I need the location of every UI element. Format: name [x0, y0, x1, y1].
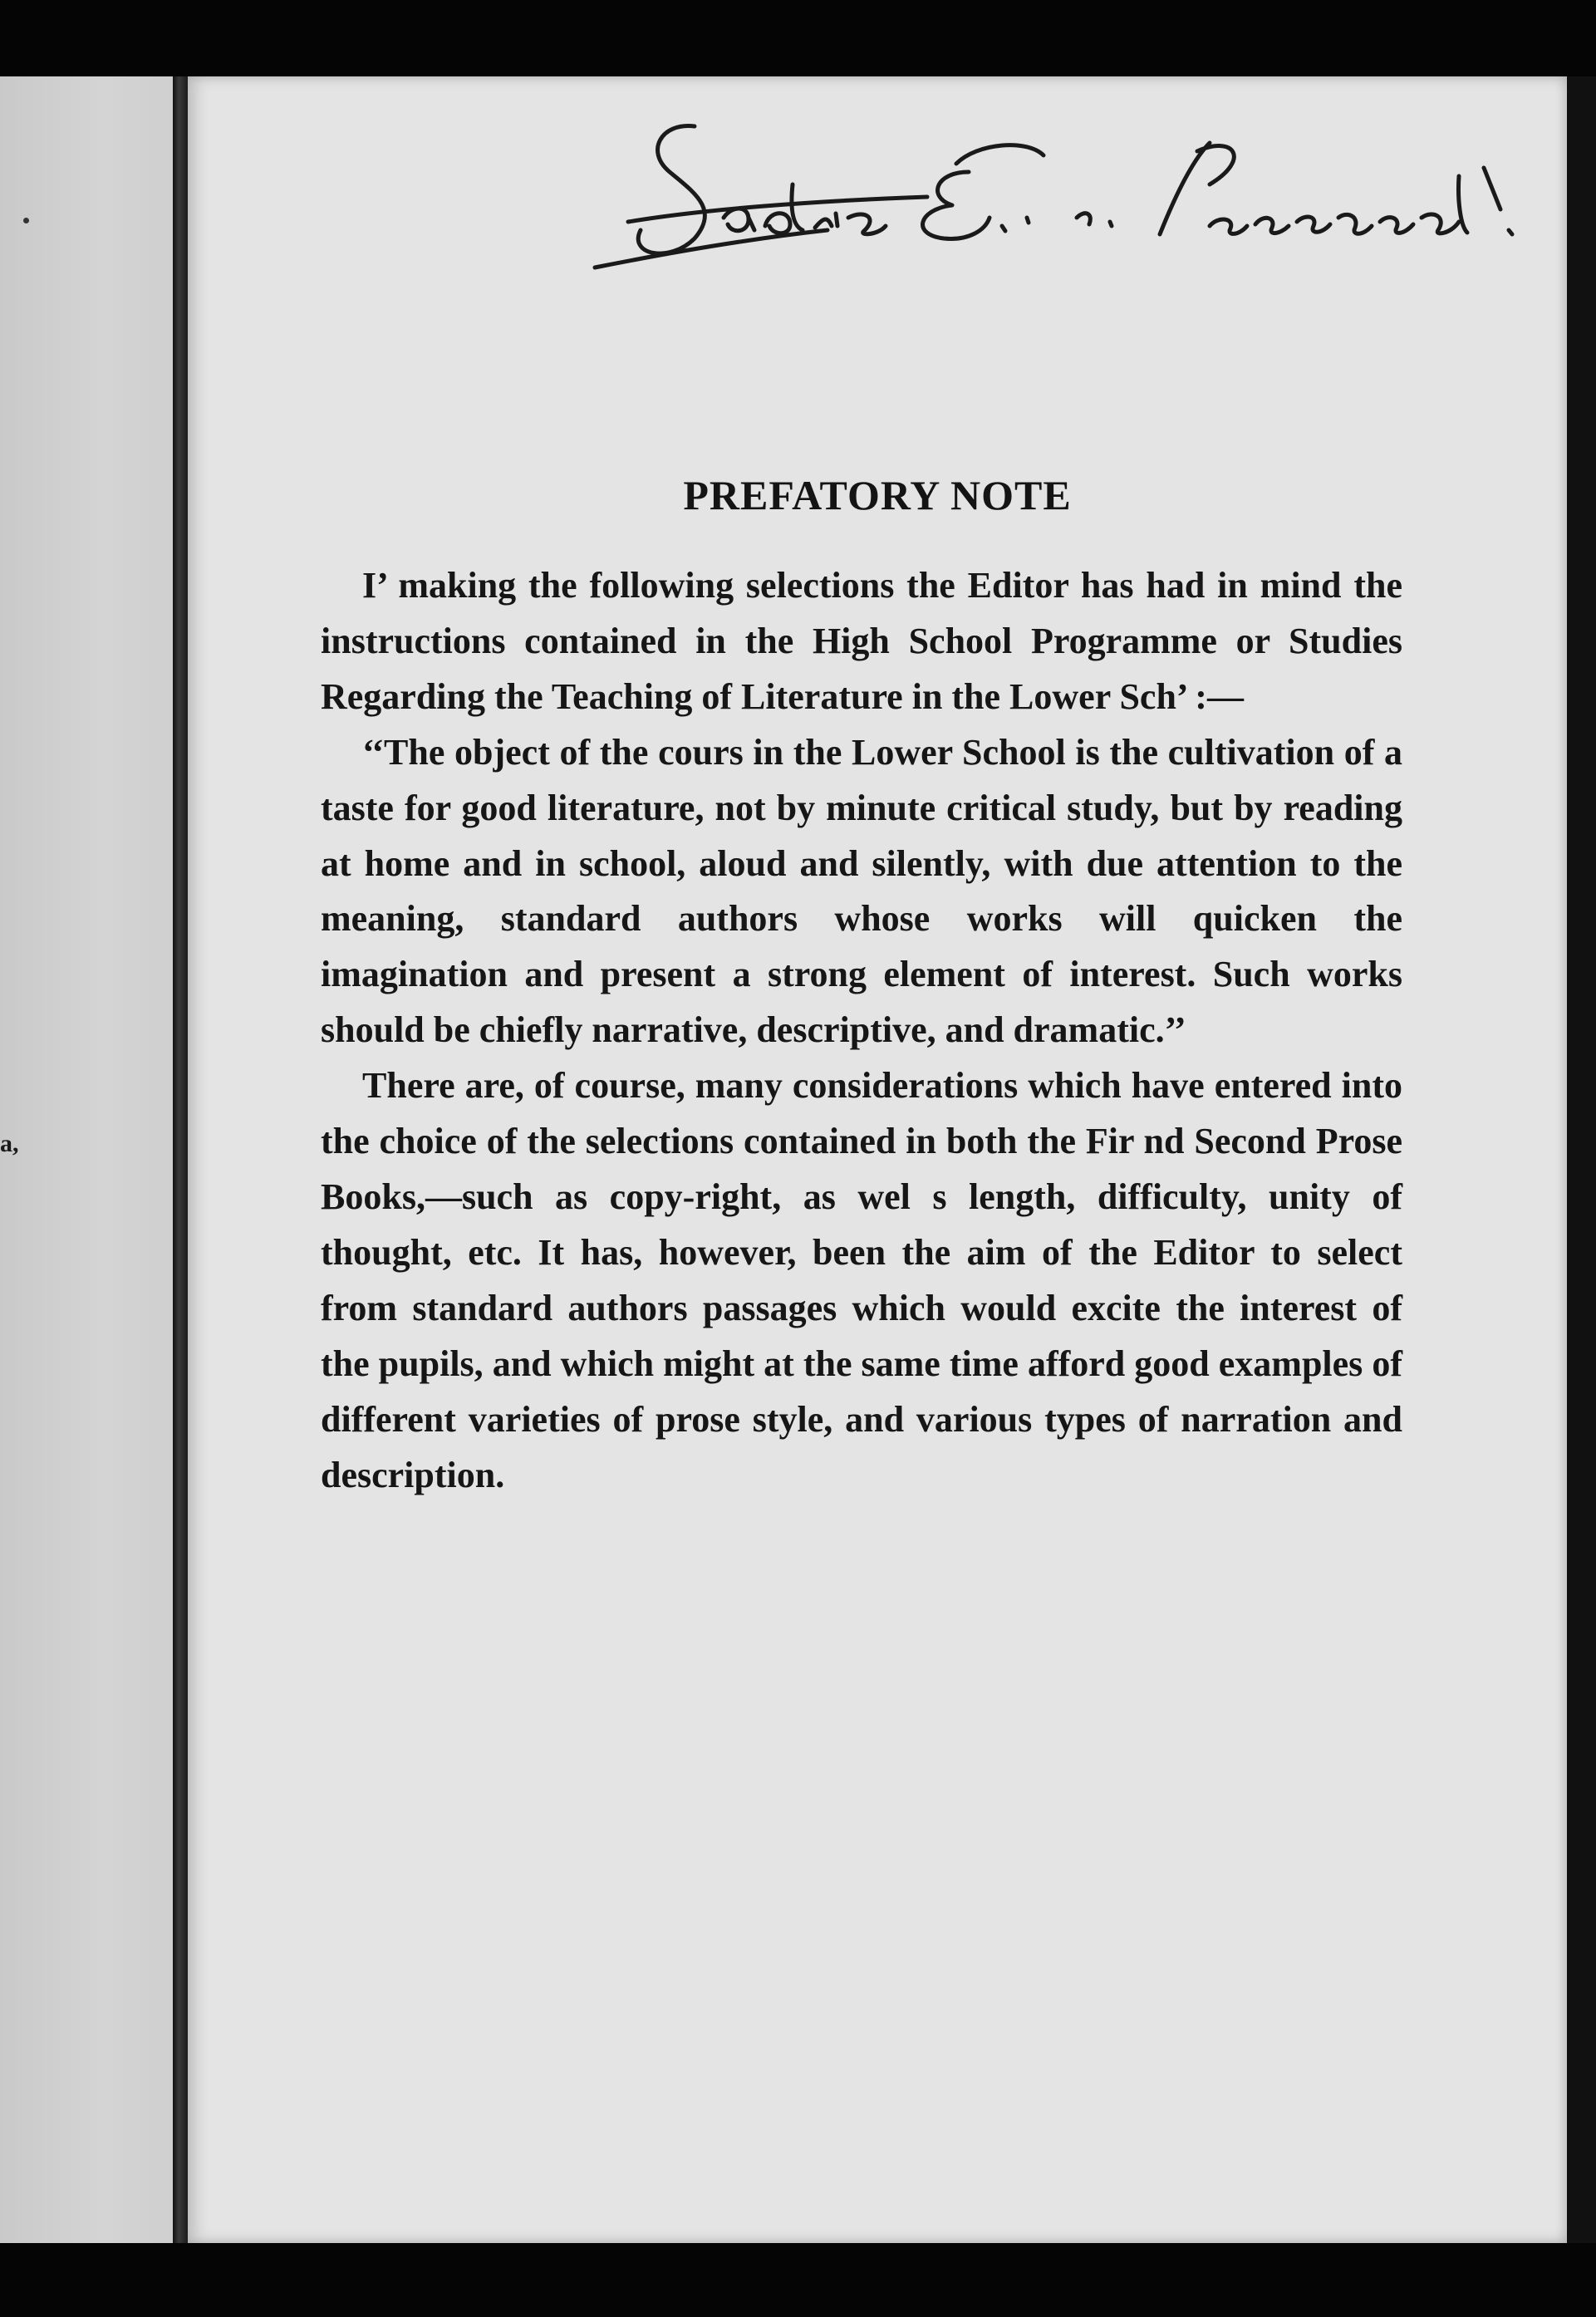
film-border-bottom	[0, 2243, 1596, 2317]
page	[188, 76, 1567, 2243]
paragraph-3: There are, of course, many considerations which have entered into the choice of the selections contained in both the Fir nd Second Prose Books,—such as copy-right, as wel s length, difficulty, unity of thought, etc. It has, however, been the aim of the Editor to select from standard authors passages which would excite the interest of the pupils, and which might at the same time afford good examples of different varieties of prose style, and various types of narration and description.	[321, 1065, 1402, 1495]
handwritten-signature	[578, 93, 1559, 284]
facing-page-edge	[0, 76, 173, 2243]
film-border-top	[0, 0, 1596, 76]
paragraph-1: I’ making the following selections the Editor has had in mind the instructions contained in the High School Programme or Studies Regarding the Teaching of Literature in the Lower Sch’ :—	[321, 565, 1402, 717]
facing-page-text-fragment: a,	[0, 1130, 19, 1157]
page-gutter	[173, 76, 188, 2243]
page-title: PREFATORY NOTE	[683, 472, 1072, 518]
ink-speck	[23, 218, 29, 223]
film-border-right	[1567, 76, 1596, 2243]
prefatory-note-body	[321, 558, 1402, 1503]
paragraph-2: ‘‘The object of the cours in the Lower School is the cultivation of a taste for good literature, not by minute critical study, but by reading at home and in school, aloud and silently, with due attention to the meaning, standard authors whose works will quicken the imagination and present a strong element of interest. Such works should be chiefly narrative, descriptive, and dramatic.’’	[321, 731, 1402, 1051]
